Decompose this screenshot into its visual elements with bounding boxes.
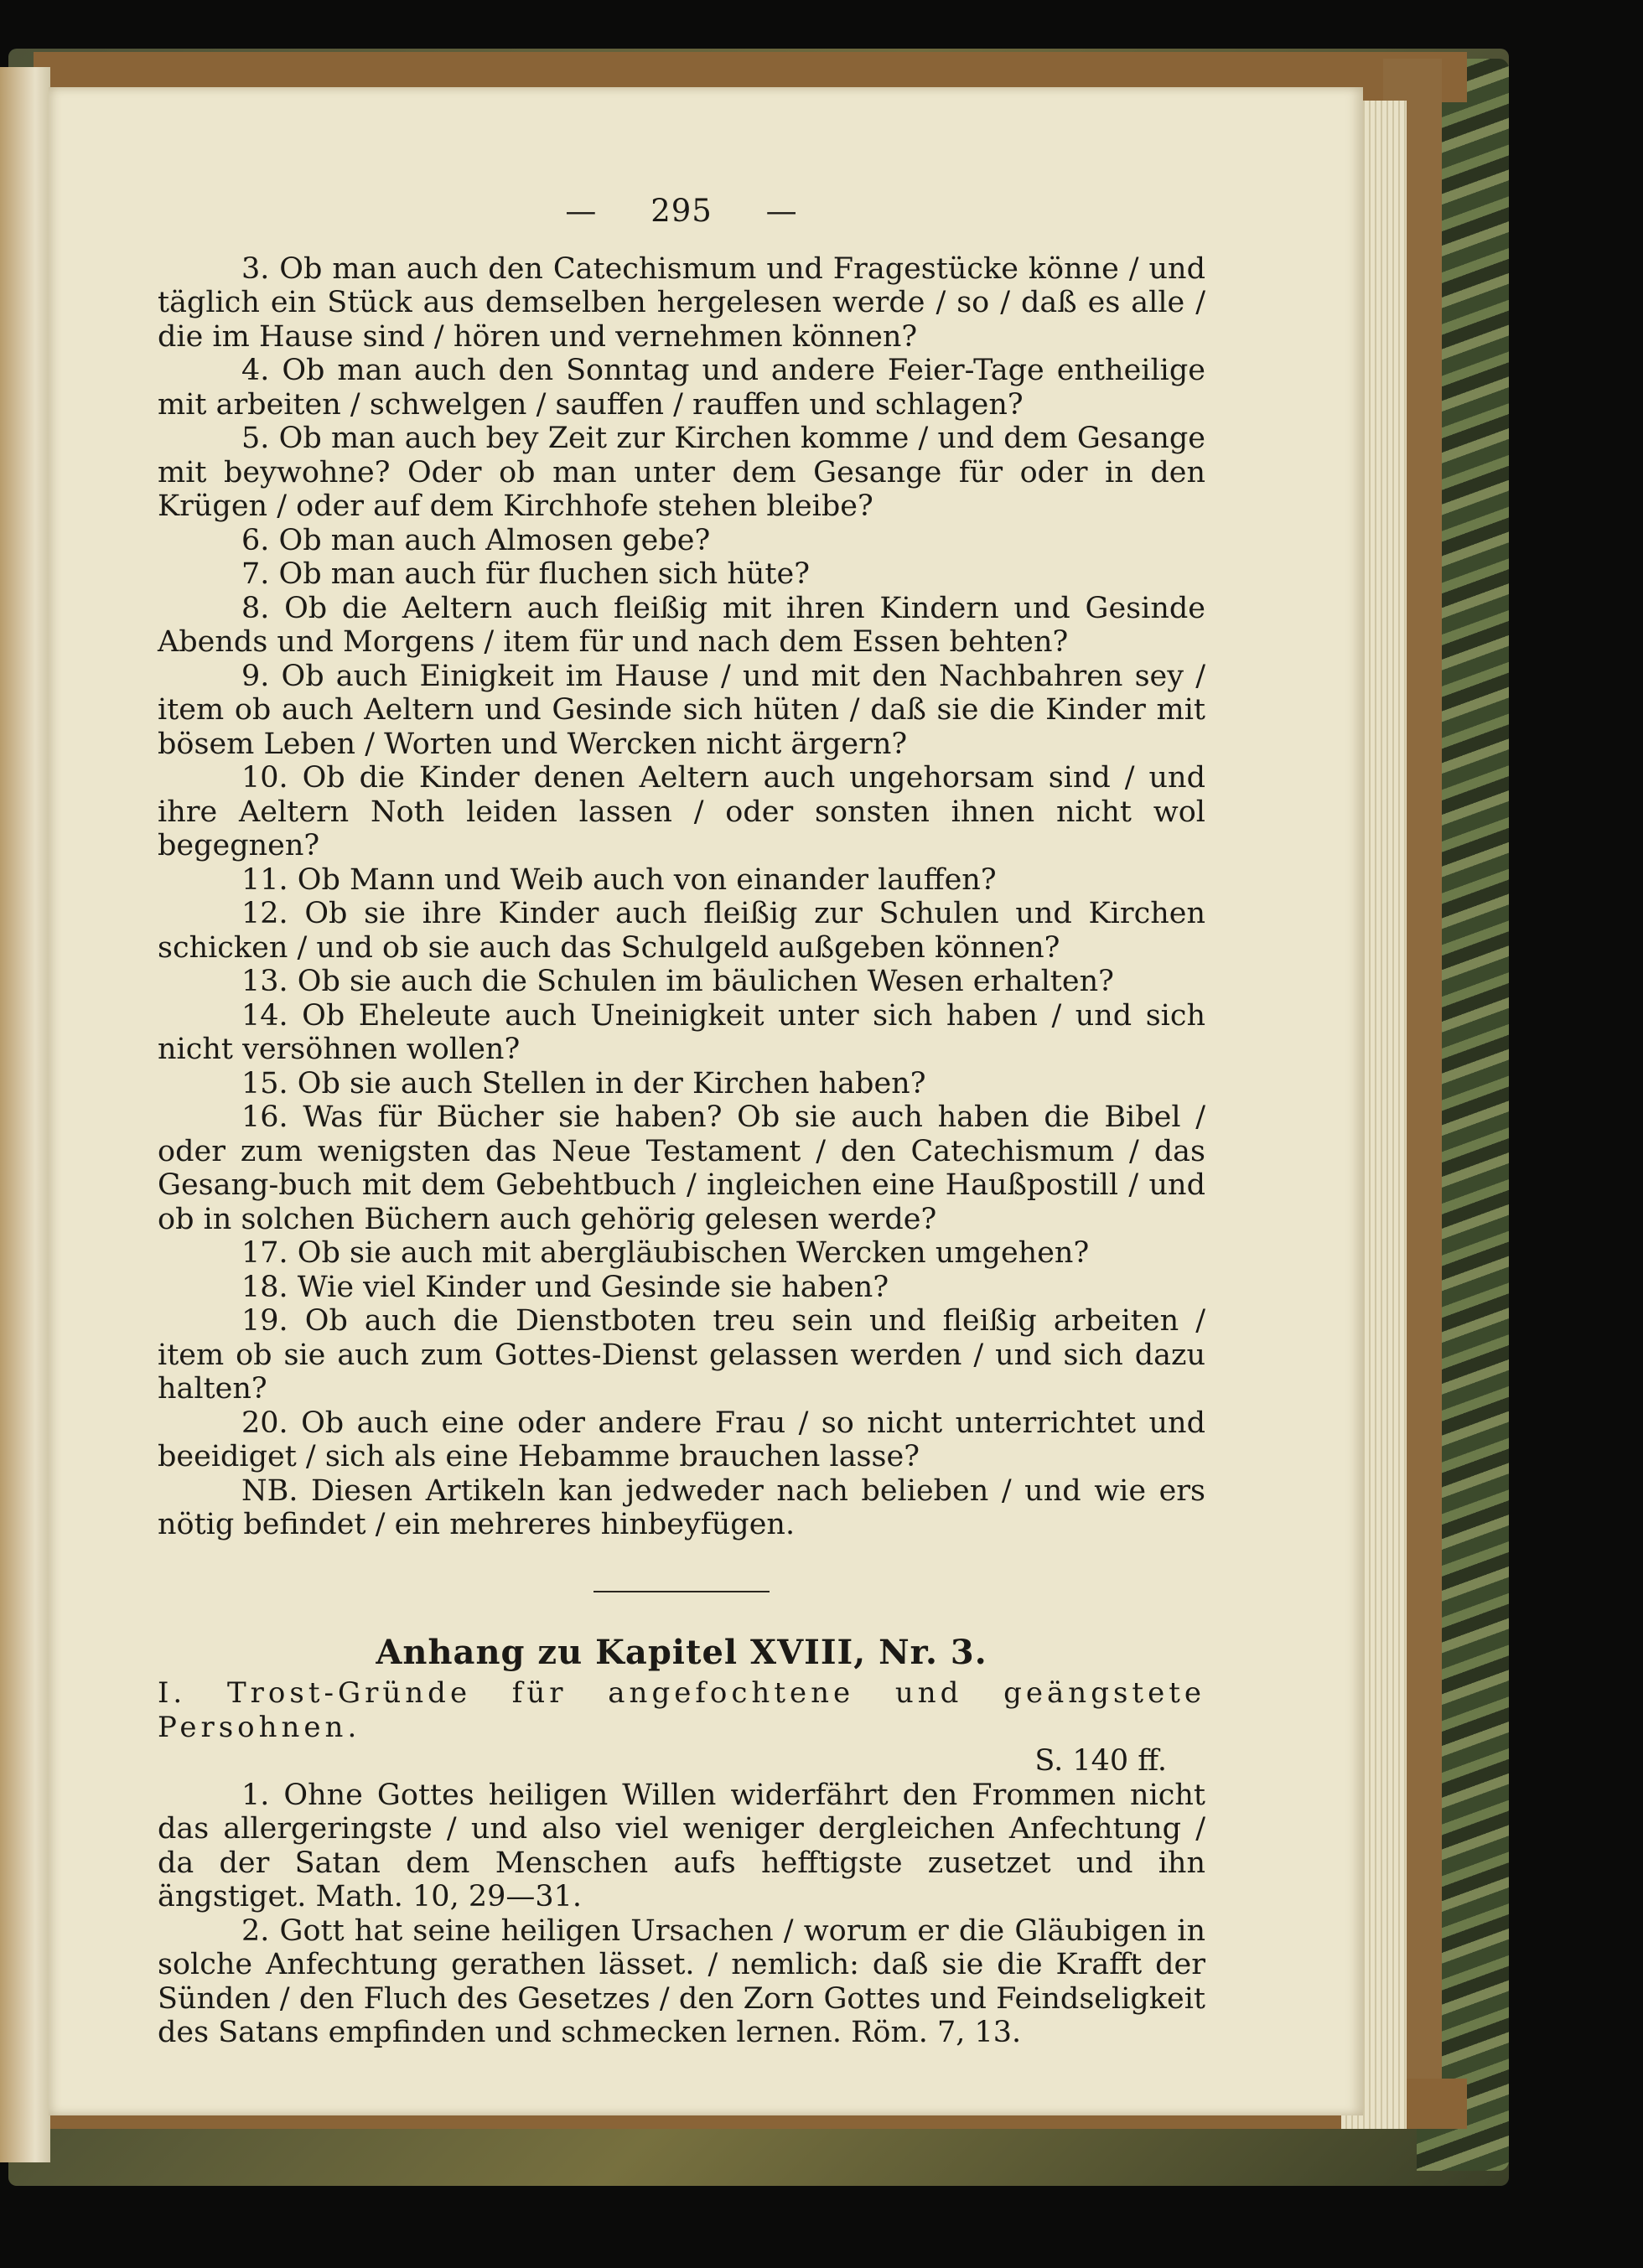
page-number-line xyxy=(158,194,1205,229)
article-3: 3. Ob man auch den Catechismum und Fragestücke könne / und täglich ein Stück aus demselben hergelesen werde / so / daß es alle / die im Hause sind / hören und vernehmen können? xyxy=(158,251,1205,354)
page-number-dash-right: — xyxy=(765,193,798,229)
nb-note: NB. Diesen Artikeln kan jedweder nach belieben / und wie ers nötig befindet / ein mehreres hinbeyfügen. xyxy=(158,1473,1205,1541)
page-text-block xyxy=(158,194,1205,2050)
appendix-paragraph-2: 2. Gott hat seine heiligen Ursachen / worum er die Gläubigen in solche Anfechtung gerathen lässet. / nemlich: daß sie die Krafft der Sünden / den Fluch des Gesetzes / den Zorn Gottes und Feindseligkeit des Satans empfinden und schmecken lernen. Röm. 7, 13. xyxy=(158,1913,1205,2049)
article-12: 12. Ob sie ihre Kinder auch fleißig zur Schulen und Kirchen schicken / und ob sie auch das Schulgeld außgeben können? xyxy=(158,897,1205,965)
article-6: 6. Ob man auch Almosen gebe? xyxy=(241,523,711,557)
article-10: 10. Ob die Kinder denen Aeltern auch ungehorsam sind / und ihre Aeltern Noth leiden lassen / oder sonsten ihnen nicht wol begegnen? xyxy=(158,761,1205,862)
article-9: 9. Ob auch Einigkeit im Hause / und mit den Nachbahren sey / item ob auch Aeltern und Gesinde sich hüten / daß sie die Kinder mit bösem Leben / Worten und Wercken nicht ärgern? xyxy=(158,659,1205,761)
article-13: 13. Ob sie auch die Schulen im bäulichen Wesen erhalten? xyxy=(241,965,1114,998)
article-8: 8. Ob die Aeltern auch fleißig mit ihren Kindern und Gesinde Abends und Morgens / item für und nach dem Essen behten? xyxy=(158,591,1205,659)
section-divider xyxy=(593,1591,770,1592)
article-11: 11. Ob Mann und Weib auch von einander lauffen? xyxy=(241,862,997,897)
article-5: 5. Ob man auch bey Zeit zur Kirchen komme / und dem Gesange mit beywohne? Oder ob man unter dem Gesange für oder in den Krügen / oder auf dem Kirchhofe stehen bleibe? xyxy=(158,422,1205,523)
article-4: 4. Ob man auch den Sonntag und andere Feier-Tage entheilige mit arbeiten / schwelgen / sauffen / rauffen und schlagen? xyxy=(158,354,1205,422)
article-14: 14. Ob Eheleute auch Uneinigkeit unter sich haben / und sich nicht versöhnen wollen? xyxy=(158,998,1205,1066)
facing-page-edge xyxy=(0,67,50,2162)
article-7: 7. Ob man auch für fluchen sich hüte? xyxy=(241,557,810,591)
book-page xyxy=(49,87,1363,2115)
article-17: 17. Ob sie auch mit abergläubischen Wercken umgehen? xyxy=(241,1236,1090,1270)
article-16: 16. Was für Bücher sie haben? Ob sie auch haben die Bibel / oder zum wenigsten das Neue Testament / den Catechismum / das Gesang-buch mit dem Gebehtbuch / ingleichen eine Haußpostill / und ob in solchen Büchern auch gehörig gelesen werde? xyxy=(158,1100,1205,1236)
appendix-paragraph-1: 1. Ohne Gottes heiligen Willen widerfährt den Frommen nicht das allergeringste / und also viel weniger dergleichen Anfechtung / da der Satan dem Menschen aufs hefftigste zusetzet und ihn ängstiget. Math. 10, 29—31. xyxy=(158,1778,1205,1913)
article-20: 20. Ob auch eine oder andere Frau / so nicht unterrichtet und beeidiget / sich als eine Hebamme brauchen lasse? xyxy=(158,1406,1205,1473)
article-15: 15. Ob sie auch Stellen in der Kirchen haben? xyxy=(241,1066,926,1100)
appendix-subheading: I. Trost-Gründe für angefochtene und geängstete Persohnen. xyxy=(158,1676,1205,1744)
page-number: 295 xyxy=(650,193,713,229)
article-19: 19. Ob auch die Dienstboten treu sein und fleißig arbeiten / item ob sie auch zum Gottes-Dienst gelassen werden / und sich dazu halten? xyxy=(158,1304,1205,1406)
page-number-dash-left: — xyxy=(565,193,598,229)
article-18: 18. Wie viel Kinder und Gesinde sie haben? xyxy=(241,1270,889,1304)
appendix-reference: S. 140 ff. xyxy=(1034,1744,1167,1778)
appendix-heading: Anhang zu Kapitel XVIII, Nr. 3. xyxy=(376,1632,987,1672)
